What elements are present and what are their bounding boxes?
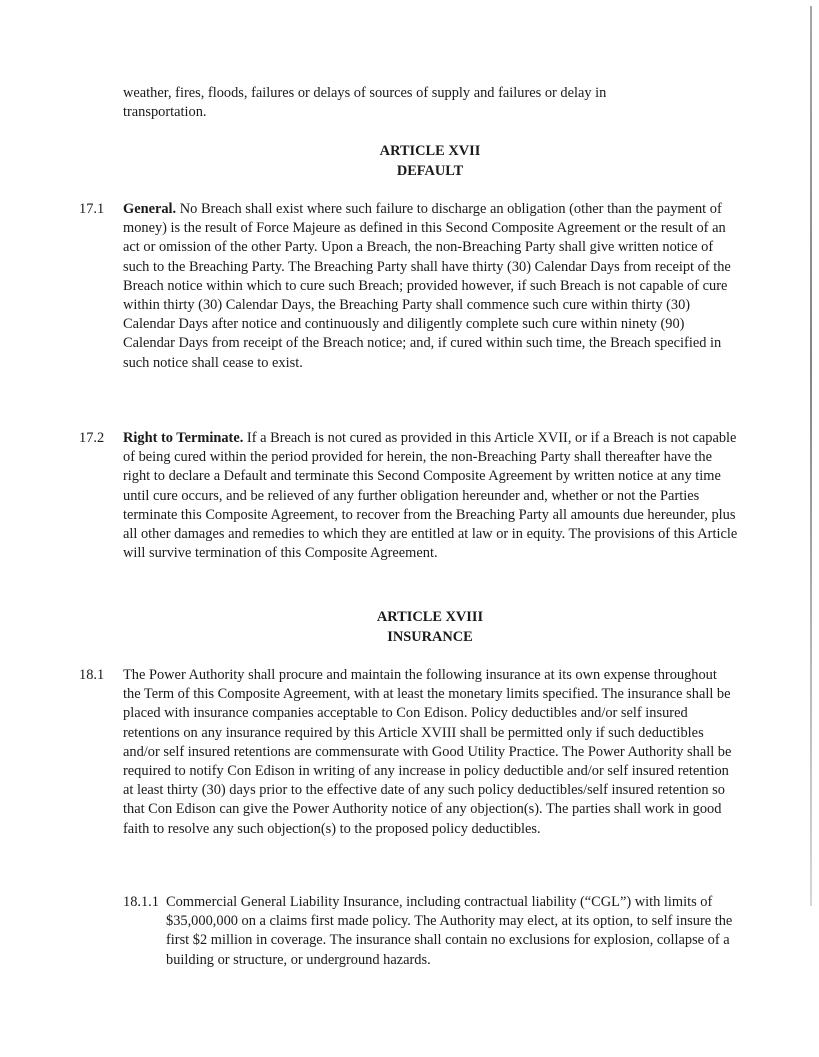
- section-17-1-paragraph: [123, 200, 738, 373]
- intro-paragraph: weather, fires, floods, failures or delays of sources of supply and failures or delay in transportation.: [123, 85, 607, 121]
- section-18-1-1-paragraph: Commercial General Liability Insurance, including contractual liability (“CGL”) with limits of $35,000,000 on a claims first made policy. The Authority may elect, at its option, to self insure the first $2 million in coverage. The insurance shall contain no exclusions for explosion, collapse of a building or structure, or underground hazards.: [166, 894, 733, 968]
- section-term: General.: [123, 201, 177, 217]
- section-17-2-paragraph: [123, 429, 738, 563]
- subsection-number: 18.1.1: [123, 894, 159, 910]
- section-18-1-paragraph: The Power Authority shall procure and maintain the following insurance at its own expense throughout the Term of this Composite Agreement, with at least the monetary limits specified. The insurance shall be placed with insurance companies acceptable to Con Edison. Policy deductibles and/or self insured retentions on any insurance required by this Article XVIII shall be permitted only if such deductibles and/or self insured retentions are commensurate with Good Utility Practice. The Power Authority shall be required to notify Con Edison in writing of any increase in policy deductible and/or self insured retention at least thirty (30) days prior to the effective date of any such policy deductibles/self insured retention so that Con Edison can give the Power Authority notice of any objection(s). The parties shall work in good faith to resolve any such objection(s) to the proposed policy deductibles.: [123, 667, 732, 837]
- article-18-title: ARTICLE XVIII: [376, 609, 484, 625]
- article-18-subtitle: INSURANCE: [387, 629, 473, 645]
- section-number: 17.1: [79, 201, 105, 217]
- article-17-subtitle: DEFAULT: [396, 163, 464, 179]
- section-number: 17.2: [79, 430, 105, 446]
- section-text: If a Breach is not cured as provided in this Article XVII, or if a Breach is not capable of being cured within the period provided for herein, the non-Breaching Party shall thereafter have the right to declare a Default and terminate this Second Composite Agreement by written notice at any time until cure occurs, and be relieved of any further obligation hereunder and, whether or not the Parties terminate this Composite Agreement, to recover from the Breaching Party all amounts due hereunder, plus all other damages and remedies to which they are entitled at law or in equity. The provisions of this Article will survive termination of this Composite Agreement.: [123, 430, 738, 562]
- section-text: No Breach shall exist where such failure to discharge an obligation (other than the payment of money) is the result of Force Majeure as defined in this Second Composite Agreement or the result of an act or omission of the other Party. Upon a Breach, the non-Breaching Party shall give written notice of such to the Breaching Party. The Breaching Party shall have thirty (30) Calendar Days from receipt of the Breach notice within which to cure such Breach; provided however, if such Breach is not capable of cure within thirty (30) Calendar Days, the Breaching Party shall commence such cure within thirty (30) Calendar Days after notice and continuously and diligently complete such cure within ninety (90) Calendar Days from receipt of the Breach notice; and, if cured within such time, the Breach specified in such notice shall cease to exist.: [123, 201, 731, 371]
- section-number: 18.1: [79, 667, 105, 683]
- scan-edge-line: [810, 6, 812, 906]
- article-17-title: ARTICLE XVII: [379, 143, 481, 159]
- section-term: Right to Terminate.: [123, 430, 244, 446]
